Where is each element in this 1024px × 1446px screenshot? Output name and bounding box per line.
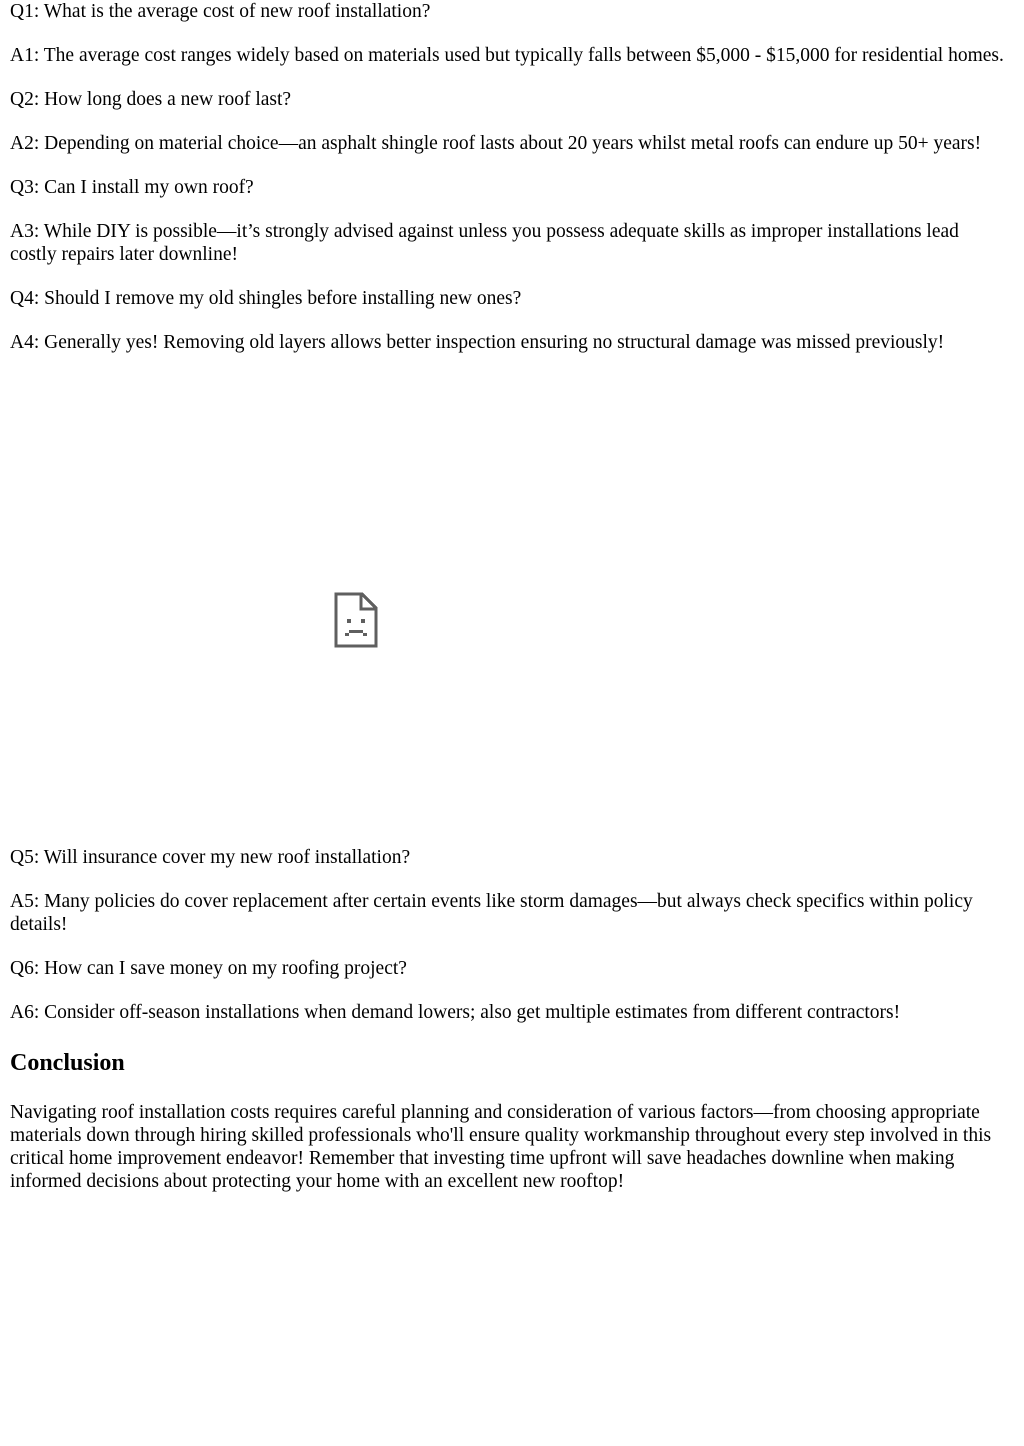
faq-answer: A4: Generally yes! Removing old layers allows better inspection ensuring no structural damage was missed previously! bbox=[10, 332, 945, 353]
faq-section-2 bbox=[10, 846, 1010, 1045]
faq-answer: A3: While DIY is possible—it’s strongly advised against unless you possess adequate skills as improper installations lead costly repairs later downline! bbox=[10, 221, 959, 265]
faq-question: Q3: Can I install my own roof? bbox=[10, 177, 254, 198]
faq-question: Q1: What is the average cost of new roof installation? bbox=[10, 1, 431, 22]
faq-answer: A2: Depending on material choice—an asphalt shingle roof lasts about 20 years whilst metal roofs can endure up 50+ years! bbox=[10, 133, 982, 154]
faq-question: Q5: Will insurance cover my new roof installation? bbox=[10, 847, 411, 868]
faq-question: Q4: Should I remove my old shingles before installing new ones? bbox=[10, 288, 522, 309]
conclusion-heading: Conclusion bbox=[10, 1050, 125, 1076]
embedded-frame bbox=[10, 420, 1010, 830]
faq-answer: A6: Consider off-season installations when demand lowers; also get multiple estimates from different contractors! bbox=[10, 1002, 901, 1023]
faq-answer: A1: The average cost ranges widely based on materials used but typically falls between $5,000 - $15,000 for residential homes. bbox=[10, 45, 1004, 66]
faq-section-1 bbox=[10, 0, 1010, 375]
faq-question: Q2: How long does a new roof last? bbox=[10, 89, 292, 110]
faq-question: Q6: How can I save money on my roofing project? bbox=[10, 958, 407, 979]
broken-page-icon bbox=[334, 592, 378, 648]
conclusion-text: Navigating roof installation costs requires careful planning and consideration of various factors—from choosing appropriate materials down through hiring skilled professionals who'll ensure quality workmanship throughout every step involved in this critical home improvement endeavor! Remember that investing time upfront will save headaches downline when making informed decisions about protecting your home with an excellent new rooftop! bbox=[10, 1102, 992, 1192]
faq-answer: A5: Many policies do cover replacement after certain events like storm damages—but always check specifics within policy details! bbox=[10, 891, 973, 935]
